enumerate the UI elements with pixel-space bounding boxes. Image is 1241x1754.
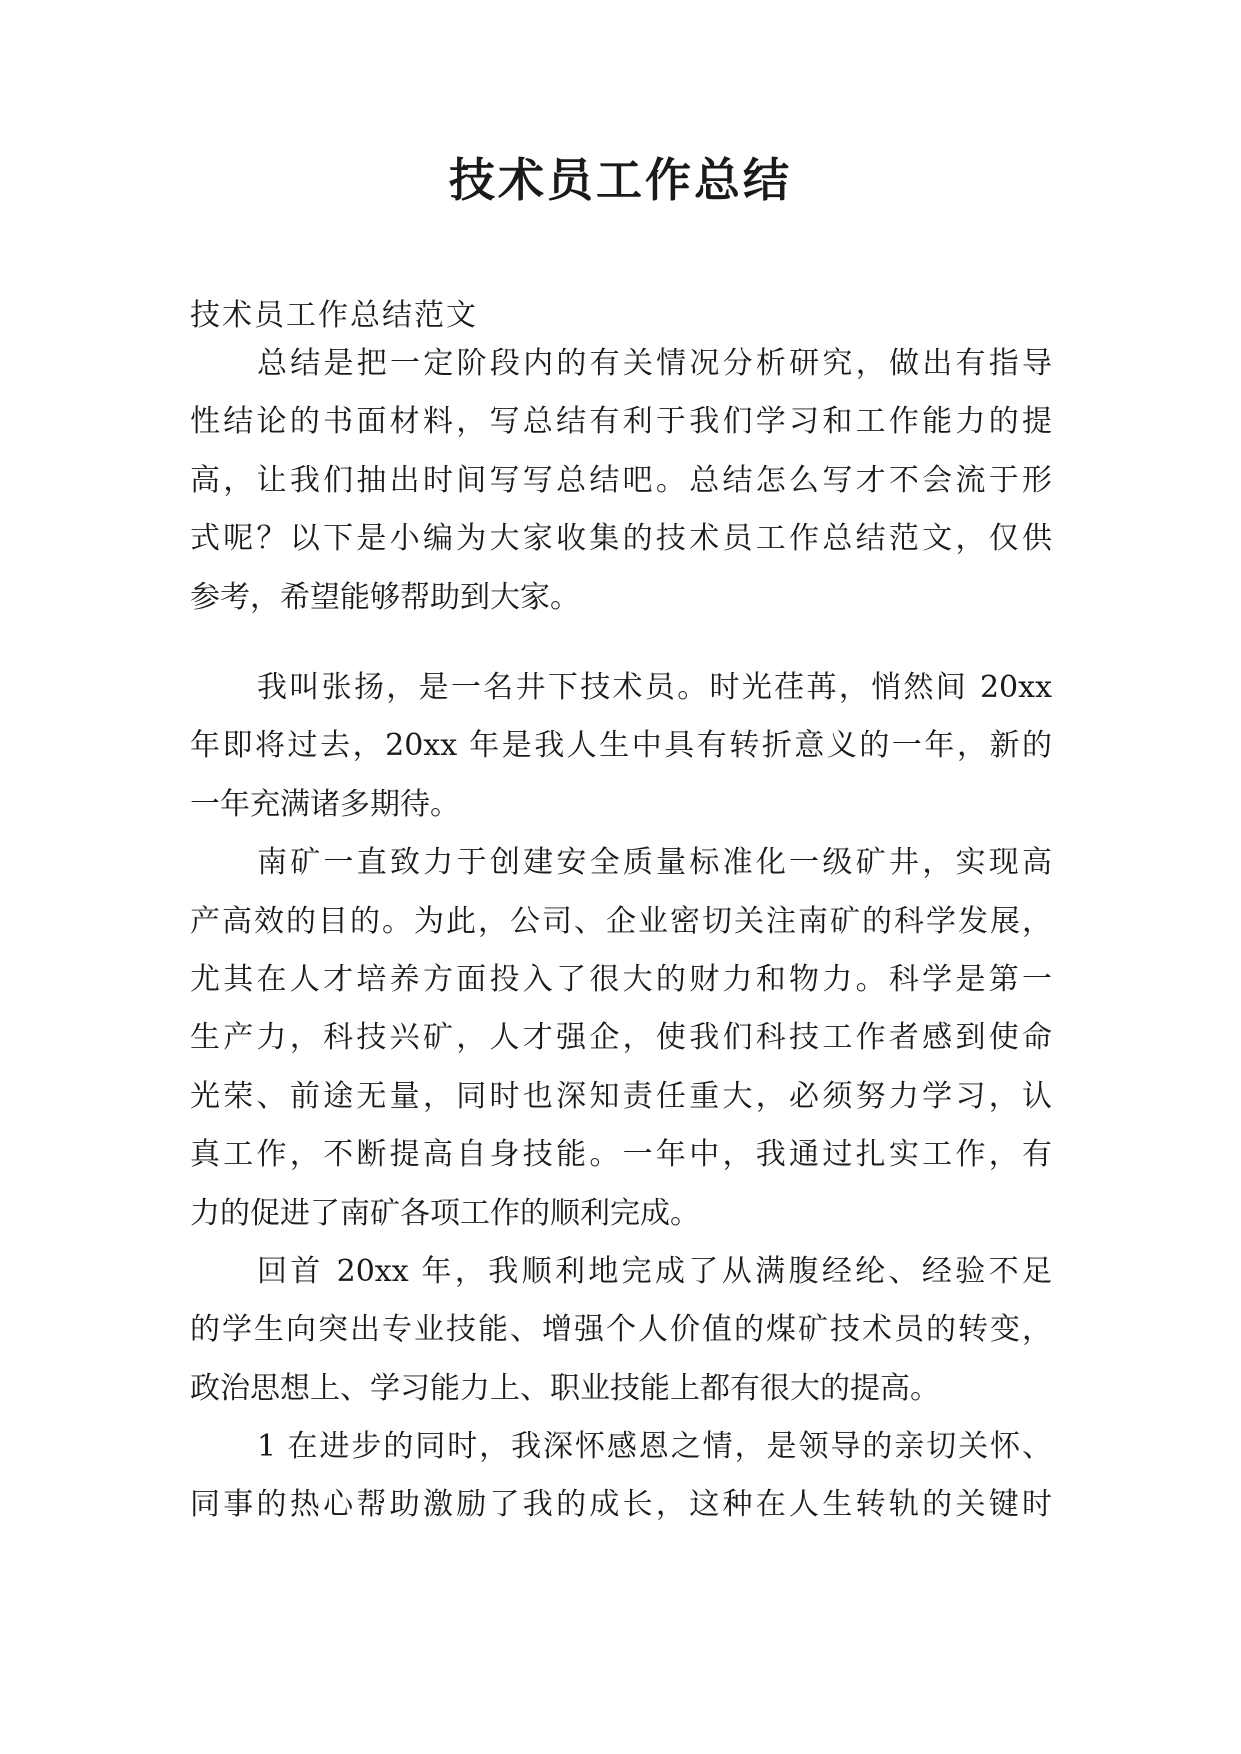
text-line: 南矿一直致力于创建安全质量标准化一级矿井，实现高 [257, 845, 1052, 881]
intro-paragraph [190, 335, 1052, 627]
text-line: 产高效的目的。为此，公司、企业密切关注南矿的科学发展， [190, 903, 1052, 939]
document-title: 技术员工作总结 [449, 153, 792, 207]
text-line: 总结是把一定阶段内的有关情况分析研究，做出有指导 [257, 346, 1052, 381]
main-body [190, 659, 1052, 1535]
text-line: 生产力，科技兴矿，人才强企，使我们科技工作者感到使命 [190, 1020, 1052, 1056]
text-line: 真工作，不断提高自身技能。一年中，我通过扎实工作，有 [190, 1137, 1052, 1173]
document-subtitle: 技术员工作总结范文 [190, 298, 478, 333]
text-line: 回首 20xx 年，我顺利地完成了从满腹经纶、经验不足 [257, 1253, 1052, 1289]
text-line: 同事的热心帮助激励了我的成长，这种在人生转轨的关键时 [190, 1487, 1052, 1523]
text-line: 年即将过去，20xx 年是我人生中具有转折意义的一年，新的 [190, 728, 1052, 764]
text-line: 政治思想上、学习能力上、职业技能上都有很大的提高。 [190, 1370, 940, 1406]
text-line: 式呢？以下是小编为大家收集的技术员工作总结范文，仅供 [190, 521, 1052, 557]
text-line: 力的促进了南矿各项工作的顺利完成。 [190, 1195, 700, 1231]
text-line: 性结论的书面材料，写总结有利于我们学习和工作能力的提 [190, 404, 1052, 440]
text-line: 一年充满诸多期待。 [190, 786, 460, 822]
text-line: 1 在进步的同时，我深怀感恩之情，是领导的亲切关怀、 [257, 1429, 1052, 1465]
text-line: 高，让我们抽出时间写写总结吧。总结怎么写才不会流于形 [190, 462, 1052, 498]
text-line: 光荣、前途无量，同时也深知责任重大，必须努力学习，认 [190, 1078, 1052, 1114]
text-line: 参考，希望能够帮助到大家。 [190, 579, 580, 615]
text-line: 的学生向突出专业技能、增强个人价值的煤矿技术员的转变， [190, 1312, 1052, 1348]
text-line: 我叫张扬，是一名井下技术员。时光荏苒，悄然间 20xx [257, 670, 1052, 705]
text-line: 尤其在人才培养方面投入了很大的财力和物力。科学是第一 [190, 961, 1052, 997]
